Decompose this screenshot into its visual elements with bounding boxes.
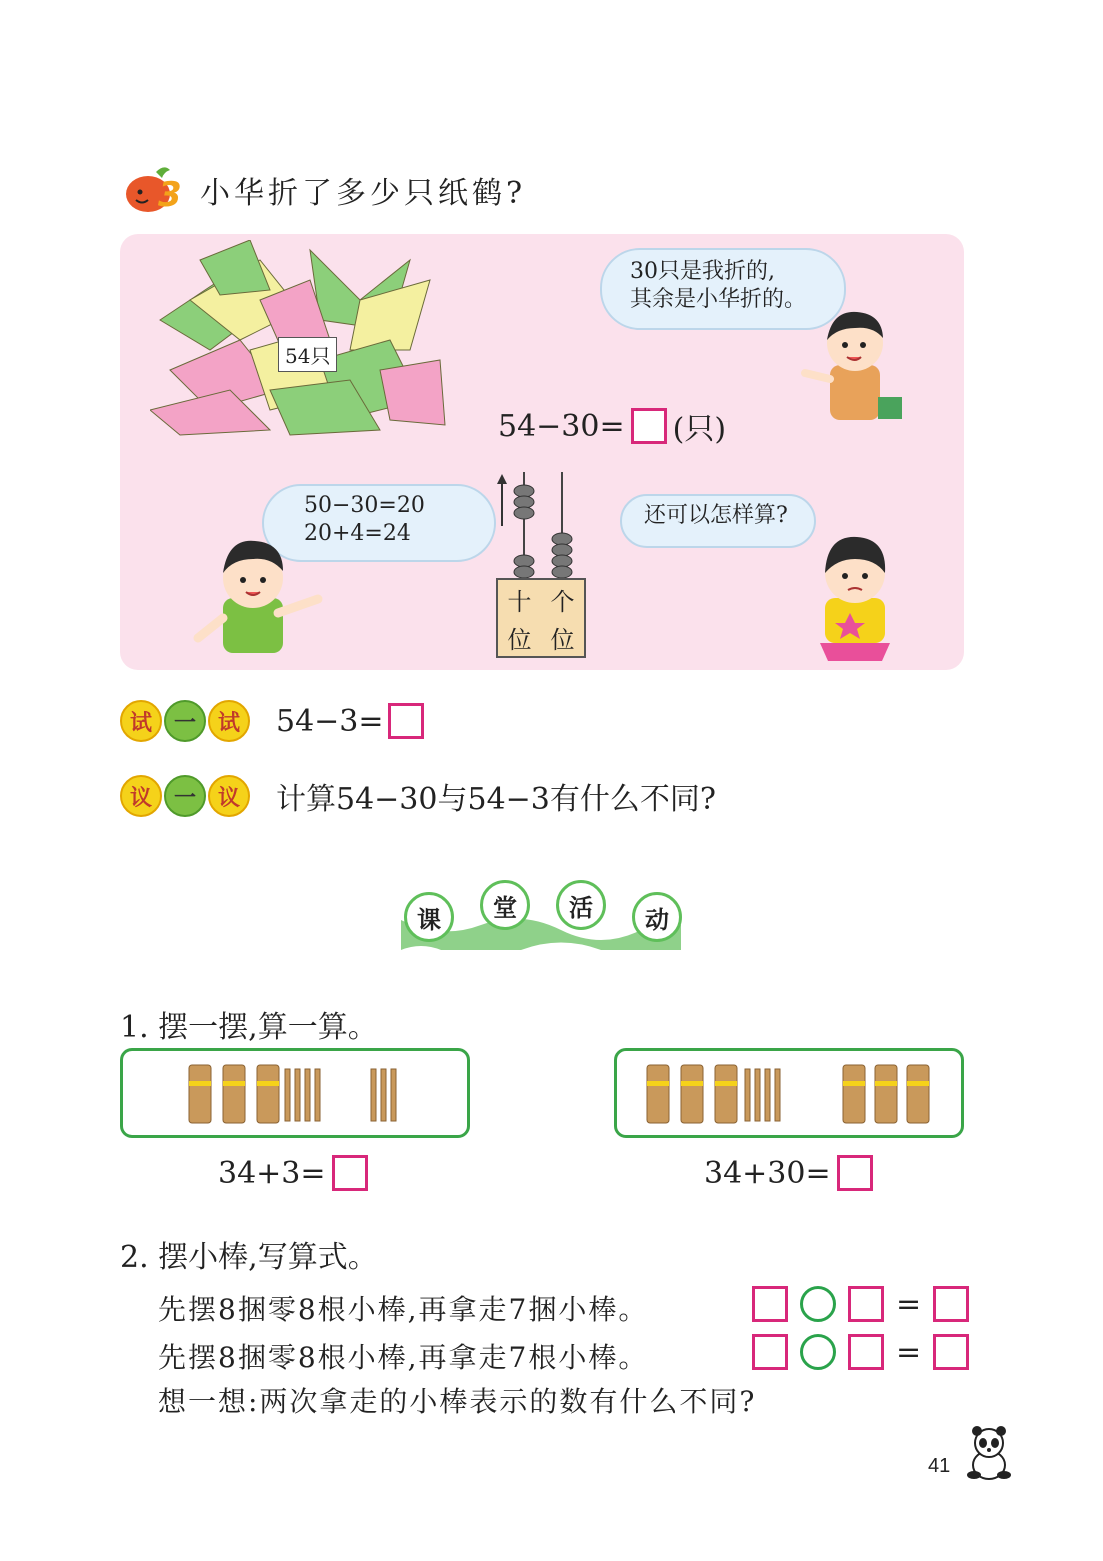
abacus-tens-label: 十	[507, 587, 532, 616]
sticks-image-34-plus-30	[617, 1051, 961, 1135]
activity-char: 堂	[480, 880, 530, 930]
speech-line: 20+4=24	[304, 521, 411, 546]
main-equation-unit: (只)	[672, 412, 727, 447]
equals-sign: =	[896, 1286, 922, 1322]
discuss-badge-char: 一	[164, 775, 206, 817]
ones-bead	[552, 544, 572, 556]
pointing-boy-image	[188, 528, 328, 658]
speech-line: 50−30=20	[304, 493, 425, 518]
answer-box[interactable]	[848, 1286, 884, 1322]
activity-header	[396, 880, 688, 950]
cranes-count-label: 54只	[278, 337, 337, 372]
task2-title: 2. 摆小棒,写算式。	[120, 1240, 378, 1275]
tens-bead	[514, 496, 534, 508]
abacus-ones-label: 个	[550, 587, 575, 616]
question-text: 小华折了多少只纸鹤?	[200, 176, 527, 211]
speech-line: 30只是我折的,	[630, 259, 775, 284]
task1-title: 1. 摆一摆,算一算。	[120, 1010, 378, 1045]
discuss-badge-char: 议	[120, 775, 162, 817]
equals-sign: =	[896, 1334, 922, 1370]
answer-box[interactable]	[332, 1155, 368, 1191]
main-equation	[498, 404, 726, 448]
answer-box[interactable]	[752, 1286, 788, 1322]
abacus-ones-label-2: 位	[550, 625, 575, 654]
abacus-diagram	[490, 466, 600, 586]
operator-circle[interactable]	[800, 1286, 836, 1322]
answer-box[interactable]	[837, 1155, 873, 1191]
ones-bead	[552, 566, 572, 578]
tens-bead	[514, 555, 534, 567]
question-number: 3	[158, 175, 182, 215]
main-equation-text: 54−30=	[498, 408, 625, 444]
task1-right-equation	[704, 1155, 873, 1191]
tens-bead	[514, 485, 534, 497]
discuss-row	[120, 774, 716, 818]
ones-bead	[552, 533, 572, 545]
ones-bead	[552, 555, 572, 567]
abacus-base	[496, 578, 586, 658]
try-badge-char: 一	[164, 700, 206, 742]
operator-circle[interactable]	[800, 1334, 836, 1370]
thinking-girl-image	[800, 528, 910, 663]
try-equation	[276, 703, 424, 739]
speech-line: 其余是小华折的。	[630, 287, 807, 312]
task1-right-equation-text: 34+30=	[704, 1155, 831, 1191]
answer-box[interactable]	[848, 1334, 884, 1370]
task2-answer-row2	[752, 1334, 969, 1370]
try-badge-char: 试	[120, 700, 162, 742]
try-badge-char: 试	[208, 700, 250, 742]
task1-left-equation-text: 34+3=	[218, 1155, 326, 1191]
abacus-tens-label-2: 位	[507, 625, 532, 654]
try-equation-text: 54−3=	[276, 703, 384, 739]
task2-line3: 想一想:两次拿走的小棒表示的数有什么不同?	[158, 1385, 757, 1418]
answer-box[interactable]	[933, 1286, 969, 1322]
panda-icon	[964, 1425, 1014, 1481]
sticks-frame-left	[120, 1048, 470, 1138]
carrot-number-icon	[118, 162, 190, 218]
answer-box[interactable]	[388, 703, 424, 739]
tens-bead	[514, 566, 534, 578]
answer-box[interactable]	[631, 408, 667, 444]
discuss-badge-char: 议	[208, 775, 250, 817]
boy-with-book-image	[800, 305, 910, 425]
page-number: 41	[928, 1455, 951, 1477]
try-row	[120, 700, 424, 742]
activity-char: 活	[556, 880, 606, 930]
task1-left-equation	[218, 1155, 368, 1191]
question-header	[118, 160, 526, 220]
discuss-text: 计算54−30与54−3有什么不同?	[276, 782, 716, 817]
task2-line1: 先摆8捆零8根小棒,再拿走7捆小棒。	[158, 1293, 649, 1326]
sticks-image-34-plus-3	[123, 1051, 467, 1135]
speech-bubble-girl	[620, 494, 816, 548]
task2-line2: 先摆8捆零8根小棒,再拿走7根小棒。	[158, 1341, 649, 1374]
tens-bead	[514, 507, 534, 519]
activity-char: 课	[404, 892, 454, 942]
speech-line: 还可以怎样算?	[644, 503, 788, 528]
activity-char: 动	[632, 892, 682, 942]
sticks-frame-right	[614, 1048, 964, 1138]
task2-answer-row1	[752, 1286, 969, 1322]
answer-box[interactable]	[933, 1334, 969, 1370]
answer-box[interactable]	[752, 1334, 788, 1370]
